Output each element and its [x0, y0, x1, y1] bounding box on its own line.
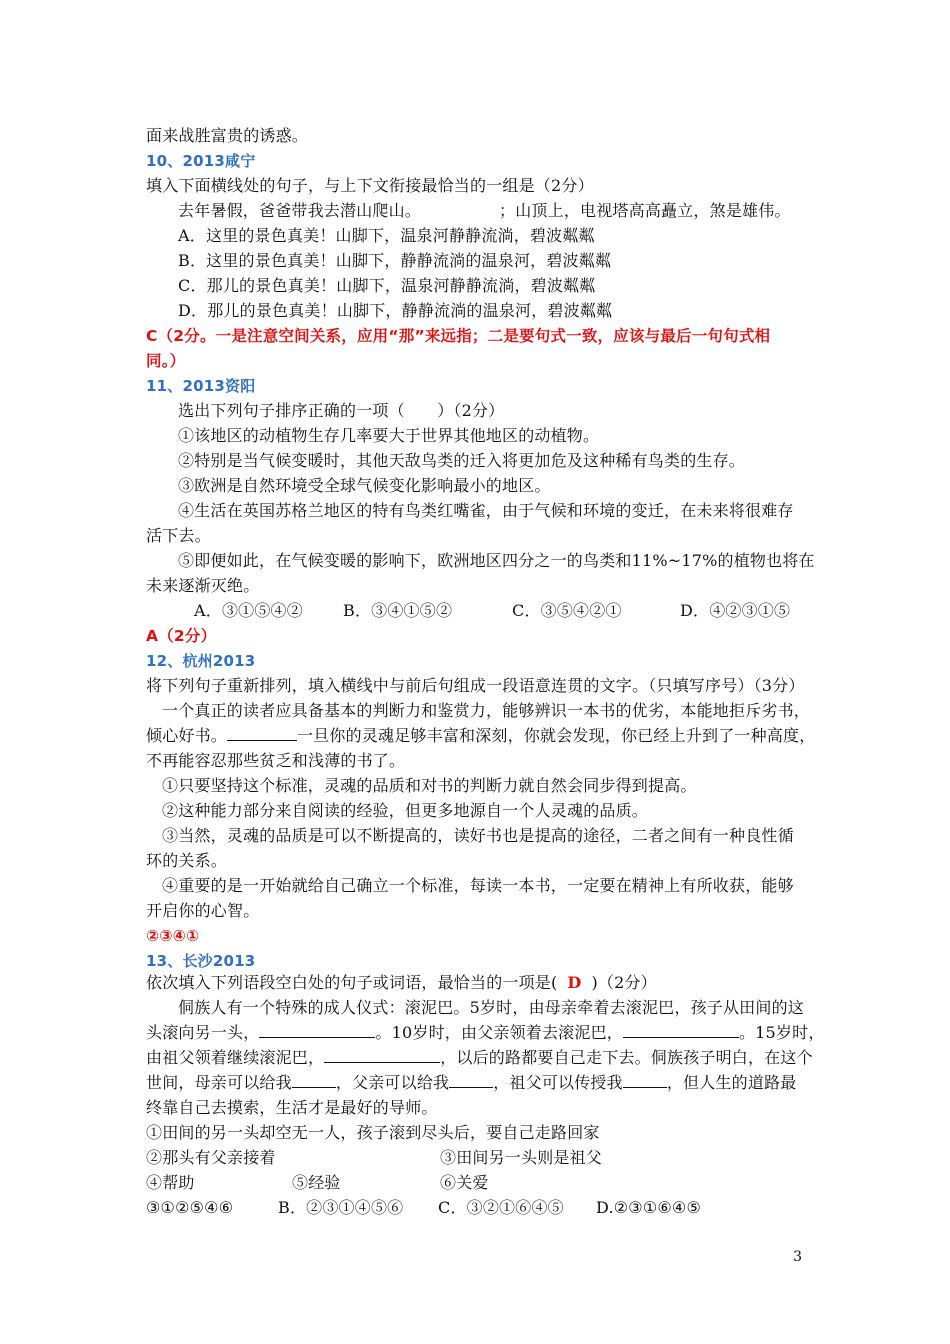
question-10-passage [178, 199, 791, 223]
answer-12: ②③④① [146, 927, 200, 945]
sentence-1: ①只要坚持这个标准，灵魂的品质和对书的判断力就自然会同步得到提高。 [162, 776, 697, 795]
fill-blank [227, 724, 297, 741]
option-c: C．那儿的景色真美！山脚下，温泉河静静流淌，碧波粼粼 [178, 276, 596, 295]
fill-blank [449, 1071, 493, 1088]
sentence-2: ②这种能力部分来自阅读的经验，但更多地源自一个人灵魂的品质。 [162, 801, 649, 820]
passage-line: 一个真正的读者应具备基本的判断力和鉴赏力，能够辨识一本书的优劣，本能地拒斥劣书， [162, 701, 811, 720]
option-a: ③①②⑤④⑥ [146, 1198, 234, 1217]
sentence-3-cont: 环的关系。 [146, 851, 228, 870]
passage-text: ，祖父可以传授我 [493, 1073, 623, 1092]
passage-text: ，父亲可以给我 [335, 1073, 450, 1092]
passage-line: 侗族人有一个特殊的成人仪式：滚泥巴。5岁时，由母亲牵着去滚泥巴，孩子从田间的这 [178, 998, 804, 1017]
fill-blank [421, 200, 499, 216]
sentence-4: ④重要的是一开始就给自己确立一个标准，每读一本书，一定要在精神上有所收获，能够 [162, 876, 794, 895]
passage-text: 。10岁时，由父亲领着去滚泥巴， [375, 1023, 623, 1042]
stem-answer: D [567, 973, 582, 992]
option-d: D.②③①⑥④⑤ [596, 1198, 702, 1217]
passage-text: 一旦你的灵魂足够丰富和深刻，你就会发现，你已经上升到了一种高度， [297, 726, 816, 745]
stem-text: )（2分） [591, 973, 657, 992]
sentence-4-cont: 活下去。 [146, 526, 211, 545]
option-b: B．②③①④⑤⑥ [278, 1198, 404, 1217]
passage-text: 由祖父领着继续滚泥巴， [146, 1048, 325, 1067]
question-10-stem: 填入下面横线处的句子，与上下文衔接最恰当的一组是（2分） [146, 176, 594, 195]
question-12-heading: 12、杭州2013 [146, 652, 256, 670]
passage-line [146, 1071, 796, 1095]
sentence-5: ⑤即便如此，在气候变暖的影响下，欧洲地区四分之一的鸟类和11%~17%的植物也将在 [178, 551, 815, 570]
answer-11: A（2分） [146, 627, 217, 645]
sentence-5-cont: 未来逐渐灭绝。 [146, 576, 260, 595]
passage-line [146, 1046, 813, 1070]
question-12-stem: 将下列句子重新排列，填入横线中与前后句组成一段语意连贯的文字。（只填写序号）（3分） [146, 676, 805, 695]
item-1: ①田间的另一头却空无一人，孩子滚到尽头后，要自己走路回家 [146, 1123, 600, 1142]
passage-line [146, 1021, 825, 1045]
item-6: ⑥关爱 [440, 1173, 489, 1192]
option-c: C．③②①⑥④⑤ [438, 1198, 564, 1217]
fill-blank [292, 1071, 336, 1088]
passage-text: ，但人生的道路最 [666, 1073, 797, 1092]
sentence-3: ③当然，灵魂的品质是可以不断提高的，读好书也是提高的途径，二者之间有一种良性循 [162, 826, 794, 845]
question-10-heading: 10、2013咸宁 [146, 152, 256, 170]
passage-text: 头滚向另一头， [146, 1023, 260, 1042]
option-b: B．③④①⑤② [343, 601, 453, 620]
passage-text: ；山顶上，电视塔高高矗立，煞是雄伟。 [499, 201, 791, 220]
fill-blank [623, 1021, 739, 1038]
item-5: ⑤经验 [292, 1173, 341, 1192]
sentence-1: ①该地区的动植物生存几率要大于世界其他地区的动植物。 [178, 426, 600, 445]
question-13-heading: 13、长沙2013 [146, 952, 256, 970]
page-number: 3 [793, 1249, 802, 1265]
passage-line: 不再能容忍那些贫乏和浅薄的书了。 [146, 751, 406, 770]
sentence-2: ②特别是当气候变暖时，其他天敌鸟类的迁入将更加危及这种稀有鸟类的生存。 [178, 451, 746, 470]
question-11-heading: 11、2013资阳 [146, 377, 256, 395]
option-d: D．那儿的景色真美！山脚下，静静流淌的温泉河，碧波粼粼 [178, 301, 613, 320]
answer-10-line2: 同。） [146, 352, 186, 370]
option-b: B．这里的景色真美！山脚下，静静流淌的温泉河，碧波粼粼 [178, 251, 612, 270]
passage-text: 世间，母亲可以给我 [146, 1073, 292, 1092]
option-c: C．③⑤④②① [512, 601, 622, 620]
item-2: ②那头有父亲接着 [146, 1148, 276, 1167]
option-a: A．③①⑤④② [194, 601, 303, 620]
answer-10-line1: C（2分。一是注意空间关系，应用“那”来远指；二是要句式一致，应该与最后一句句式相 [146, 327, 771, 345]
sentence-4-cont: 开启你的心智。 [146, 901, 260, 920]
passage-line: 终靠自己去摸索，生活才是最好的导师。 [146, 1098, 438, 1117]
text-line: 面来战胜富贵的诱惑。 [146, 126, 309, 145]
sentence-4: ④生活在英国苏格兰地区的特有鸟类红嘴雀，由于气候和环境的变迁，在未来将很难存 [178, 501, 794, 520]
sentence-3: ③欧洲是自然环境受全球气候变化影响最小的地区。 [178, 476, 551, 495]
question-13-stem [146, 971, 657, 995]
option-a: A．这里的景色真美！山脚下，温泉河静静流淌，碧波粼粼 [178, 226, 595, 245]
fill-blank [623, 1071, 667, 1088]
item-3: ③田间另一头则是祖父 [440, 1148, 603, 1167]
passage-text: 。15岁时， [738, 1023, 825, 1042]
passage-text: 倾心好书。 [146, 726, 228, 745]
passage-text: ，以后的路都要自己走下去。侗族孩子明白，在这个 [440, 1048, 813, 1067]
stem-text: 依次填入下列语段空白处的句子或词语，最恰当的一项是( [146, 973, 558, 992]
fill-blank [324, 1046, 440, 1063]
fill-blank [259, 1021, 375, 1038]
option-d: D．④②③①⑤ [680, 601, 791, 620]
passage-line [146, 724, 815, 748]
passage-text: 去年暑假，爸爸带我去潜山爬山。 [178, 201, 422, 220]
item-4: ④帮助 [146, 1173, 195, 1192]
question-11-stem: 选出下列句子排序正确的一项（ ）（2分） [178, 401, 505, 420]
